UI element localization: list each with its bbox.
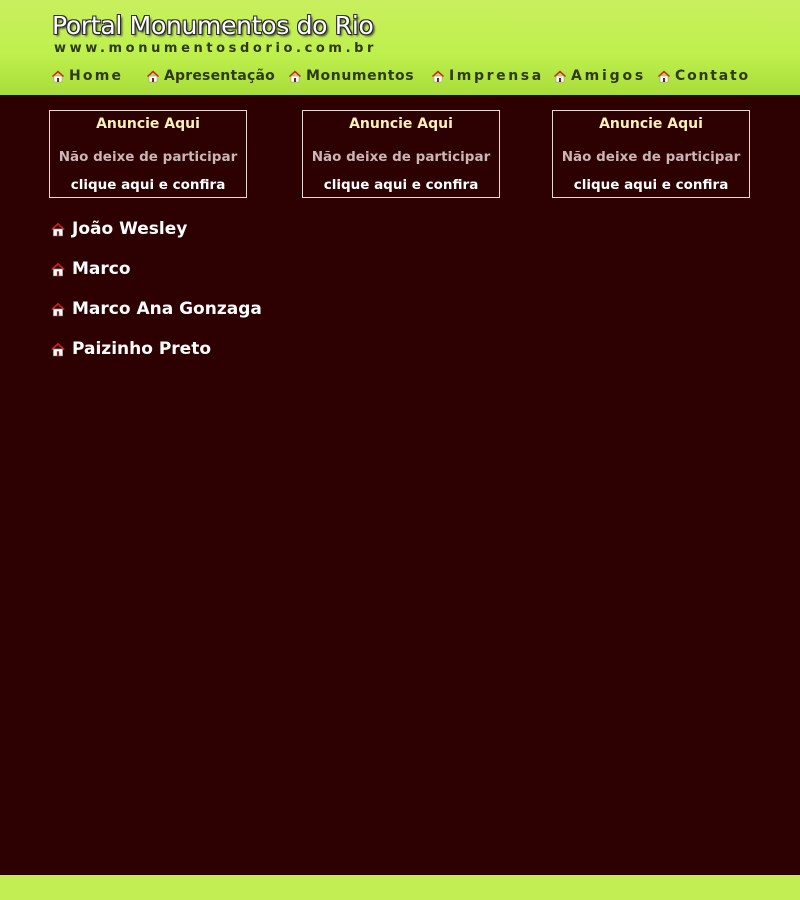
nav-item-imprensa[interactable] bbox=[431, 68, 544, 84]
site-header bbox=[0, 0, 800, 95]
ad-text: Não deixe de participar bbox=[311, 149, 491, 165]
ad-banner-3[interactable] bbox=[552, 110, 750, 198]
ad-title: Anuncie Aqui bbox=[349, 116, 453, 132]
site-title[interactable]: Portal Monumentos do Rio bbox=[52, 11, 374, 40]
monument-link[interactable]: Marco Ana Gonzaga bbox=[72, 299, 262, 319]
ad-title: Anuncie Aqui bbox=[96, 116, 200, 132]
site-footer bbox=[0, 875, 800, 900]
nav-label: Apresentação bbox=[164, 68, 275, 84]
ad-banner-1[interactable] bbox=[49, 110, 247, 198]
ad-link-text[interactable]: clique aqui e confira bbox=[323, 177, 479, 193]
ad-text: Não deixe de participar bbox=[561, 149, 741, 165]
ad-link-text[interactable]: clique aqui e confira bbox=[573, 177, 729, 193]
main-nav bbox=[0, 68, 800, 90]
house-icon bbox=[50, 221, 66, 237]
nav-label: Home bbox=[69, 68, 124, 84]
list-item-joao-wesley[interactable] bbox=[50, 218, 262, 258]
nav-item-monumentos[interactable] bbox=[288, 68, 414, 84]
house-icon bbox=[146, 69, 160, 83]
house-icon bbox=[50, 341, 66, 357]
house-icon bbox=[657, 69, 671, 83]
ad-text: Não deixe de participar bbox=[58, 149, 238, 165]
nav-label: Monumentos bbox=[306, 68, 415, 84]
house-icon bbox=[50, 261, 66, 277]
house-icon bbox=[431, 69, 445, 83]
house-icon bbox=[288, 69, 302, 83]
house-icon bbox=[553, 69, 567, 83]
monument-link[interactable]: Paizinho Preto bbox=[72, 339, 212, 359]
list-item-marco[interactable] bbox=[50, 258, 262, 298]
ad-banner-2[interactable] bbox=[302, 110, 500, 198]
nav-item-home[interactable] bbox=[51, 68, 123, 84]
monument-link[interactable]: Marco bbox=[72, 259, 131, 279]
nav-item-amigos[interactable] bbox=[553, 68, 646, 84]
ad-link-text[interactable]: clique aqui e confira bbox=[70, 177, 226, 193]
monument-link[interactable]: João Wesley bbox=[72, 219, 188, 239]
nav-item-contato[interactable] bbox=[657, 68, 750, 84]
site-url: www.monumentosdorio.com.br bbox=[54, 41, 378, 56]
nav-label: Imprensa bbox=[449, 68, 544, 84]
ad-title: Anuncie Aqui bbox=[599, 116, 703, 132]
house-icon bbox=[51, 69, 65, 83]
list-item-marco-ana-gonzaga[interactable] bbox=[50, 298, 262, 338]
nav-item-apresentacao[interactable] bbox=[146, 68, 275, 84]
nav-label: Contato bbox=[675, 68, 750, 84]
monument-list bbox=[50, 218, 262, 378]
list-item-paizinho-preto[interactable] bbox=[50, 338, 262, 378]
house-icon bbox=[50, 301, 66, 317]
nav-label: Amigos bbox=[571, 68, 646, 84]
